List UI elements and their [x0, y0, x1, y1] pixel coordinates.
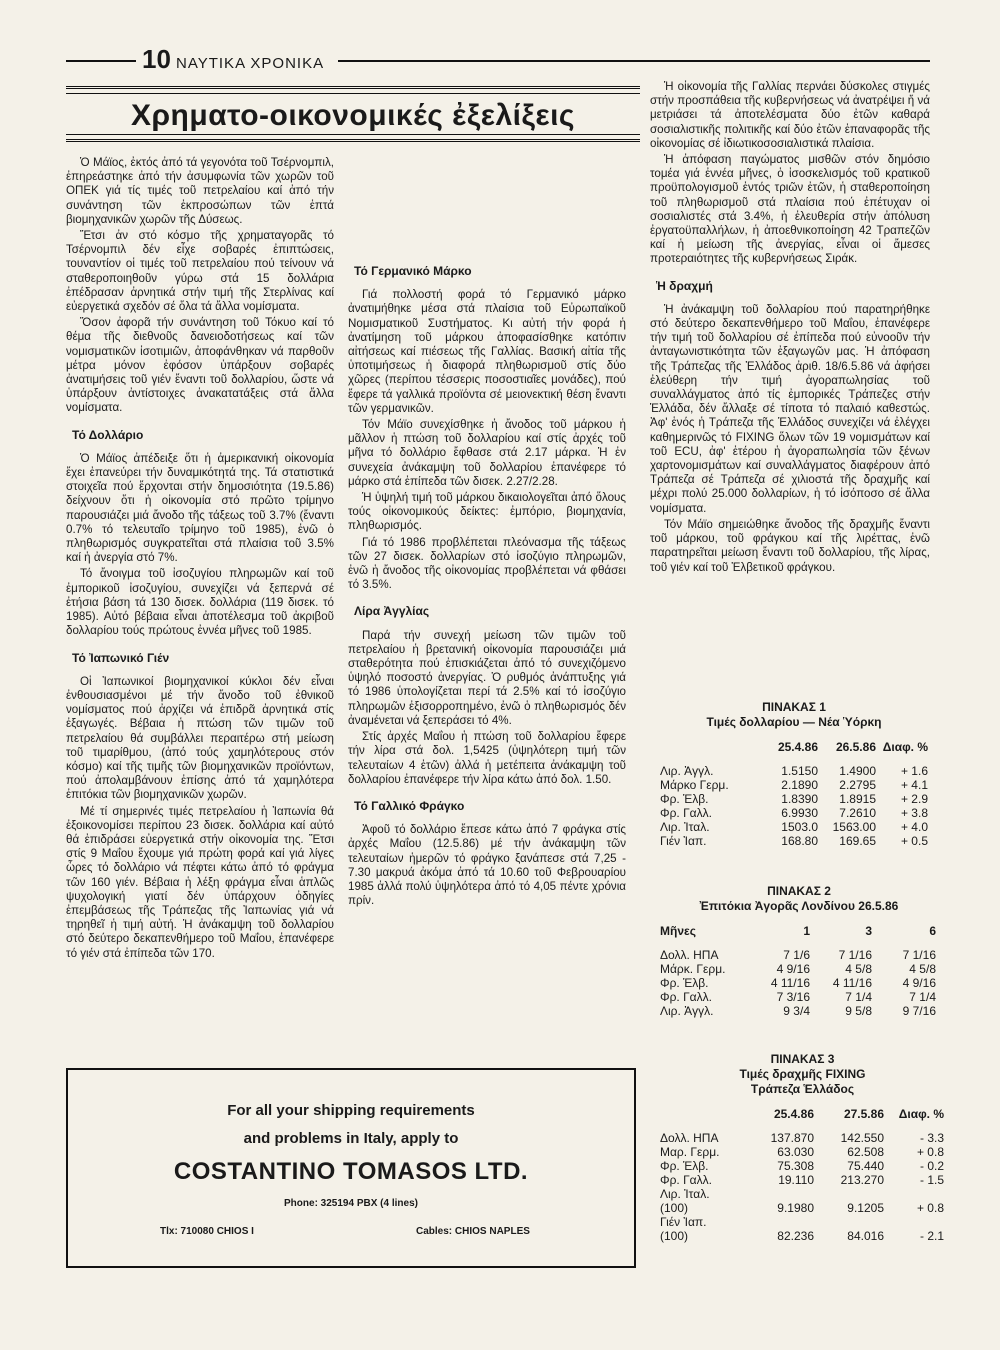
table-cell: + 1.6: [900, 764, 928, 778]
table-cell: 62.508: [847, 1145, 884, 1159]
ad-phone: Phone: 325194 PBX (4 lines): [284, 1198, 418, 1209]
article-title-box: [66, 86, 640, 142]
table-row: [660, 962, 936, 976]
table-cell: 7 1/6: [783, 948, 810, 962]
table-cell: Λιρ. Ἰταλ.: [660, 1187, 710, 1201]
table-cell: 2.2795: [839, 778, 876, 792]
table-cell: (100): [660, 1201, 689, 1215]
table-header-cell: 6: [929, 924, 936, 938]
ad-cables: Cables: CHIOS NAPLES: [416, 1226, 530, 1237]
table-cell: Φρ. Γαλλ.: [660, 990, 712, 1004]
table-cell: 4 5/8: [845, 962, 872, 976]
table-cell: 137.870: [770, 1131, 814, 1145]
table-cell: Γιέν Ἰαπ.: [660, 1215, 707, 1229]
table-cell: Μάρκ. Γερμ.: [660, 962, 726, 976]
table-1: [660, 700, 928, 848]
advertisement-box: [66, 1068, 636, 1268]
table-cell: + 0.8: [916, 1145, 944, 1159]
table-cell: Δολλ. ΗΠΑ: [660, 948, 719, 962]
table-cell: Φρ. Γαλλ.: [660, 806, 712, 820]
table-cell: Μάρκο Γερμ.: [660, 778, 729, 792]
table-1-subtitle: Τιμές δολλαρίου — Νέα Ὑόρκη: [706, 715, 882, 729]
table-cell: 7 1/4: [909, 990, 936, 1004]
table-cell: [814, 1215, 884, 1229]
table-cell: Λιρ. Ἀγγλ.: [660, 1004, 714, 1018]
table-cell: Γιέν Ἰαπ.: [660, 834, 707, 848]
table-cell: 9 7/16: [902, 1004, 936, 1018]
table-row: [660, 1173, 944, 1187]
table-cell: - 2.1: [919, 1229, 944, 1243]
table-row: [660, 1229, 944, 1243]
table-cell: 75.440: [847, 1159, 884, 1173]
paragraph: Ὁ Μάϊος, ἐκτός ἀπό τά γεγονότα τοῦ Τσέρνομπιλ, ἐπηρεάστηκε ἀπό τήν ἀσυμφωνία τῶν χωρῶν τοῦ ΟΠΕΚ γιά τίς τιμές τοῦ πετρελαίου καί ἀπό τήν συνάντηση τῶν ἐκπροσώπων τῶν ἑπτά βιομηχανικῶν χωρῶν τῆς Δύσεως.: [66, 156, 334, 226]
table-cell: 84.016: [847, 1229, 884, 1243]
table-header-cell: Μῆνες: [660, 924, 696, 938]
table-row: [660, 1187, 944, 1201]
table-cell: - 1.5: [919, 1173, 944, 1187]
table-cell: 82.236: [777, 1229, 814, 1243]
table-cell: 169.65: [839, 834, 876, 848]
table-header-cell: 25.4.86: [777, 740, 818, 754]
page-number: 10: [142, 44, 171, 74]
table-cell: 1.5150: [781, 764, 818, 778]
table-cell: 213.270: [840, 1173, 884, 1187]
column-3: [650, 80, 930, 577]
paragraph: Μέ τί σημερινές τιμές πετρελαίου ἡ Ἰαπωνία θά ἐξοικονομίσει περίπου 23 δισεκ. δολλάρια καί αὐτό θά ἐπιδράσει εὐεργετικά στήν οἰκονομία της. Ἔτσι στίς 9 Μαΐου ἔχουμε γιά πρώτη φορά καί γιά λίγες ὧρες τό δολλάριο νά πέφτει κάτω ἀπό τό φράγμα τῶν 160 γιέν. Βέβαια ἡ λέξη φράγμα εἶναι ἁπλῶς ψυχολογική γιατί δέν ὑπάρχουν ὀδηγίες ἐπεμβάσεως τῆς Τράπεζας τῆς Ἰαπωνίας γιά νά τηρηθεῖ ἡ τιμή αὐτή. Ἡ ἀνάκαμψη τοῦ δολλαρίου στό δεύτερο δεκαπενθήμερο τοῦ Μαΐου, ἐπανέφερε τό γιέν στά ἐπίπεδα τῶν 170.: [66, 804, 334, 960]
table-cell: 4 5/8: [909, 962, 936, 976]
paragraph: Στίς ἀρχές Μαΐου ἡ πτώση τοῦ δολλαρίου ἔφερε τήν λίρα στά δολ. 1,5425 (ὑψηλότερη τιμή τῶν τελευταίων 4 ἐτῶν) ἀλλά ἡ μετέπειτα ἀνάκαμψη τοῦ δολλαρίου ἐπανέφερε τήν λίρα κάτω ἀπό δολ. 1.50.: [348, 730, 626, 786]
table-cell: Λιρ. Ἰταλ.: [660, 820, 710, 834]
table-row: [660, 764, 928, 778]
table-cell: 1.8390: [781, 792, 818, 806]
section-heading-franc: Τό Γαλλικό Φράγκο: [354, 798, 465, 813]
table-1-grid: [660, 740, 928, 848]
paragraph: Ἡ ἀπόφαση παγώματος μισθῶν στόν δημόσιο τομέα γιά ἐννέα μῆνες, ὁ ἰσοσκελισμός τοῦ κρατικοῦ προϋπολογισμοῦ ἐντός τριῶν ἐτῶν, ἡ σταθεροποίηση τοῦ πληθωρισμοῦ στά πλαίσια πού ἐπέτυχαν οἱ σοσιαλιστές στά 3.4%, ἡ ἐλευθερία στήν ἀπόλυση ἐργατοϋπαλλήλων, ἡ ἀποεθνικοποίηση 42 Τραπεζῶν καί ἡ μείωση τῆς ἀνεργίας, εἶναι οἱ ἄμεσες προτεραιότητες τῆς κυβερνήσεως Σιράκ.: [650, 153, 930, 266]
table-header-cell: Διαφ. %: [898, 1107, 944, 1121]
table-3-subtitle-bank: Τράπεζα Ἑλλάδος: [750, 1082, 855, 1096]
table-header-row: [660, 740, 928, 764]
table-cell: [884, 1215, 944, 1229]
paragraph: Παρά τήν συνεχή μείωση τῶν τιμῶν τοῦ πετρελαίου ἡ βρετανική οἰκονομία παρουσιάζει μιά σταθερότητα πού ἐπισκιάζεται ἀπό τό συνεχιζόμενο ὑψηλό ποσοστό ἀνεργίας. Ὁ ρυθμός ἀνάπτυξης γιά τό 1986 ὑπολογίζεται περί τά 2.5% καί τό ἰσοζύγιο πληρωμῶν ἐξισορροπημένο, ἐνῶ ὁ πληθωρισμός δέν ἀναμένεται νά ξεπεράσει τό 4%.: [348, 628, 626, 727]
table-header-cell: 3: [865, 924, 872, 938]
column-2: [348, 156, 626, 910]
table-3-subtitle: Τιμές δραχμῆς FIXING: [739, 1067, 866, 1081]
paragraph: Ἡ οἰκονομία τῆς Γαλλίας περνάει δύσκολες στιγμές στήν προσπάθεια τῆς κυβερνήσεως νά ἀνατρέψει ἤ νά μετριάσει τά ἀποτελέσματα δύο ἐτῶν καθαρά σοσιαλιστικῆς πολιτικῆς καί δύο ἐτῶν ἐπαναφορᾶς τῆς οἰκονομίας σέ ἰδιωτικοσοσιαλιστικά πλαίσια.: [650, 80, 930, 150]
table-cell: 4 11/16: [770, 976, 810, 990]
table-cell: (100): [660, 1229, 689, 1243]
paragraph: Τόν Μάϊο συνεχίσθηκε ἡ ἄνοδος τοῦ μάρκου ἡ μᾶλλον ἡ πτώση τοῦ δολλαρίου καί στίς ἀρχές τοῦ μῆνα τό δολλάριο ἔφθασε στά 2.17 μάρκα. Ἡ ἐν συνεχεία ἀνάκαμψη τοῦ δολλαρίου ἐπανέφερε τό μάρκο στά ἐπίπεδα τῶν δισεκ. 2.27/2.28.: [348, 418, 626, 488]
table-cell: 75.308: [777, 1159, 814, 1173]
table-cell: 7 3/16: [776, 990, 810, 1004]
article-title: Χρηματο-οικονομικές ἐξελίξεις: [130, 99, 576, 132]
table-cell: + 3.8: [900, 806, 928, 820]
paragraph: Ἔτσι ἀν στό κόσμο τῆς χρηματαγορᾶς τό Τσέρνομπιλ δέν εἶχε σοβαρές ἐπιπτώσεις, τουναντίον οἱ τιμές τοῦ πετρελαίου πού τείνουν νά σταθεροποιηθοῦν γύρω στά 15 δολλάρια ἐπέδρασαν ἀρνητικά στήν τιμή τῆς Στερλίνας καί εὐεργετικά σχεδόν σέ ὅλα τά ἄλλα νομίσματα.: [66, 229, 334, 314]
table-cell: 7 1/16: [902, 948, 936, 962]
table-row: [660, 1145, 944, 1159]
table-row: [660, 990, 936, 1004]
table-row: [660, 792, 928, 806]
ad-telex: Tlx: 710080 CHIOS I: [160, 1226, 254, 1237]
paragraph: Ὅσον ἀφορᾶ τήν συνάντηση τοῦ Τόκυο καί τό θέμα τῆς διεθνοῦς δανειοδοτήσεως καί τῶν νομισματικῶν ἰσοτιμιῶν, ἀποφάνθηκαν νά παρθοῦν μέτρα μόνον ἐφόσον ὑπάρξουν σοβαρές ἀνατιμήσεις τοῦ γιέν ἔναντι τοῦ δολλαρίου, ὥστε νά ὑπάρξουν ἀντίστοιχες ἀνακατατάξεις στά ἄλλα νομίσματα.: [66, 316, 334, 415]
table-cell: 168.80: [781, 834, 818, 848]
section-heading-pound: Λίρα Ἀγγλίας: [354, 604, 430, 619]
table-cell: 7 1/4: [845, 990, 872, 1004]
table-cell: 7 1/16: [838, 948, 872, 962]
table-header-cell: 26.5.86: [835, 740, 876, 754]
table-row: [660, 820, 928, 834]
ad-company-name: COSTANTINO TOMASOS LTD.: [173, 1158, 529, 1185]
paragraph: Τό ἄνοιγμα τοῦ ἰσοζυγίου πληρωμῶν καί τοῦ ἐμπορικοῦ ἰσοζυγίου, συνεχίζει νά ξεπερνά σέ ἐτήσια βάση τά 130 δισεκ. δολλάρια (119 δισεκ. τό 1985). Αὐτό βέβαια εἶναι ἀποτέλεσμα τοῦ ἀκριβοῦ δολλαρίου τούς πρώτους ἐννέα μῆνες τοῦ 1985.: [66, 567, 334, 638]
table-cell: 9 5/8: [845, 1004, 872, 1018]
section-heading-mark: Τό Γερμανικό Μάρκο: [354, 264, 472, 278]
table-cell: 7.2610: [839, 806, 876, 820]
table-row: [660, 834, 928, 848]
table-cell: + 2.9: [900, 792, 928, 806]
ad-line-2: and problems in Italy, apply to: [243, 1130, 459, 1147]
paragraph: Γιά πολλοστή φορά τό Γερμανικό μάρκο ἀνατιμήθηκε μέσα στά πλαίσια τοῦ Εὐρωπαϊκοῦ Νομισματικοῦ Συστήματος. Κι αὐτή τήν φορά ἡ ἀνατίμηση τοῦ μάρκου ἀποφασίσθηκε κατόπιν αἰτήσεως καί πιέσεως τῆς Γαλλίας. Βασική αἰτία τῆς ὑποτιμήσεως ἡ διαφορά πληθωρισμοῦ στίς δύο χῶρες (περίπου τέσσερις ποσοστιαῖες μονάδες), πού ἔφερε τά γαλλικά προϊόντα σέ μειονεκτική θέση ἔναντι τῶν γερμανικῶν.: [348, 288, 626, 415]
table-1-title: ΠΙΝΑΚΑΣ 1: [762, 700, 826, 714]
section-heading-dollar: Τό Δολλάριο: [72, 427, 144, 442]
table-header-cell: [660, 740, 760, 764]
table-cell: Φρ. Ἑλβ.: [660, 1159, 709, 1173]
paragraph: Ἡ ὑψηλή τιμή τοῦ μάρκου δικαιολογεῖται ἀπό ὅλους τούς οἰκονομικούς δείκτες: ἐμπόριο, βιομηχανία, πληθωρισμός.: [348, 491, 626, 533]
table-cell: 19.110: [778, 1173, 814, 1187]
table-cell: 1.8915: [839, 792, 876, 806]
table-header-cell: Διαφ. %: [882, 740, 928, 754]
table-row: [660, 806, 928, 820]
ad-line-1: For all your shipping requirements: [227, 1102, 475, 1119]
table-row: [660, 1201, 944, 1215]
table-row: [660, 1159, 944, 1173]
table-cell: 1.4900: [839, 764, 876, 778]
table-header-cell: 27.5.86: [843, 1107, 884, 1121]
table-cell: 4 11/16: [832, 976, 872, 990]
table-row: [660, 976, 936, 990]
table-cell: - 0.2: [919, 1159, 944, 1173]
table-2: [660, 884, 938, 1018]
header-rule-right: [338, 60, 930, 62]
paragraph: Τόν Μάϊο σημειώθηκε ἄνοδος τῆς δραχμῆς ἔναντι τοῦ μάρκου, τοῦ φράγκου καί τῆς λιρέττας, ἐνῶ παρατηρεῖται μείωση ἔναντι τοῦ δολλαρίου, τῆς λίρας, τοῦ γιέν καί τοῦ Ἑλβετικοῦ φράγκου.: [650, 517, 930, 574]
table-cell: Φρ. Ἑλβ.: [660, 792, 709, 806]
table-row: [660, 1131, 944, 1145]
column-1: [66, 156, 334, 963]
table-3-title: ΠΙΝΑΚΑΣ 3: [770, 1052, 835, 1066]
table-header-cell: 1: [803, 924, 810, 938]
table-2-title: ΠΙΝΑΚΑΣ 2: [767, 884, 831, 898]
table-header-cell: 25.4.86: [773, 1107, 814, 1121]
table-header-row: [660, 924, 936, 948]
table-cell: - 3.3: [919, 1131, 944, 1145]
table-cell: 6.9930: [781, 806, 818, 820]
table-cell: + 4.1: [900, 778, 928, 792]
paragraph: Οἱ Ἰαπωνικοί βιομηχανικοί κύκλοι δέν εἶναι ἐνθουσιασμένοι μέ τήν ἄνοδο τοῦ ἐθνικοῦ νομίσματος πού ἀρχίζει νά ἐπιδρᾶ ἀρνητικά στίς ἐξαγωγές. Βέβαια ἡ πτώση τῶν τιμῶν τοῦ πετρελαίου θά συμβάλλει περαιτέρω στή μείωση τοῦ τιμαρίθμου, (ἀπό τούς χαμηλότερους στόν κόσμο) καί τῆς τιμῆς τῶν βιομηχανικῶν προϊόντων, πού ἀπολαμβάνουν ἐπίσης ἀπό τά χαμηλότερα ἐπιτόκια τῶν βιομηχανικῶν χωρῶν.: [66, 674, 334, 802]
table-cell: 4 9/16: [902, 976, 936, 990]
table-cell: 1563.00: [832, 820, 876, 834]
paragraph: Ἀφοῦ τό δολλάριο ἔπεσε κάτω ἀπό 7 φράγκα στίς ἀρχές Μαΐου (12.5.86) μέ τήν ἀνάκαμψη τῶν τελευταίων ἡμερῶν τό φράγκο ξανάπεσε στά 7,25 - 7.30 μακρυά ἀκόμα ἀπό τά 10.60 τοῦ Φεβρουαρίου 1985 ἀλλά πολύ ὑψηλότερα ἀπό τό 4,05 πέντε χρόνια πρίν.: [348, 823, 626, 908]
table-cell: 2.1890: [781, 778, 818, 792]
table-cell: 1503.0: [781, 820, 818, 834]
table-row: [660, 1215, 944, 1229]
table-cell: 63.030: [777, 1145, 814, 1159]
table-cell: + 0.8: [916, 1201, 944, 1215]
paragraph: Ἡ ἀνάκαμψη τοῦ δολλαρίου πού παρατηρήθηκε στό δεύτερο δεκαπενθήμερο τοῦ Μαΐου, ἐπανέφερε τήν τιμή τοῦ δολλαρίου σέ ἐπίπεδα πού εὐνοοῦν τήν ἀνταγωνιστικότητα τῶν ἐξαγωγῶν μας. Ἡ ἀπόφαση τῆς Τράπεζας τῆς Ἑλλάδος ἀριθ. 18/6.5.86 νά ἀφήσει ἐλεύθερη τήν τιμή ἀγοραπωλησίας τοῦ συναλλάγματος ἀπό τίς ἐμπορικές Τράπεζες στήν Ἑλλάδα, δέν ἄλλαξε σέ τίποτα τό παλαιό καθεστώς. Ἀφ' ἑνός ἡ Τράπεζα τῆς Ἑλλάδος συνεχίζει νά ἐλέγχει καθημερινῶς τό FIXING ὅλων τῶν 19 νομισμάτων καί τοῦ ECU, ἀφ' ἑτέρου ἡ ἀγοραπωλησία τῶν ξένων χαρτονομισμάτων καί συναλλάγματος διαφέρουν ἀπό Τράπεζα σέ Τράπεζα σέ χιλιοστά τῆς δραχμῆς καί μέχρι πολύ 25.000 δολλαρίων, ἡ τό ἰσόποσο σέ ἄλλα νομίσματα.: [650, 302, 930, 515]
table-2-subtitle: Ἐπιτόκια Ἀγορᾶς Λονδίνου 26.5.86: [699, 899, 899, 913]
table-cell: + 4.0: [900, 820, 928, 834]
table-row: [660, 778, 928, 792]
table-cell: Μαρ. Γερμ.: [660, 1145, 720, 1159]
section-heading-yen: Τό Ἰαπωνικό Γιέν: [72, 650, 170, 665]
table-3: [660, 1052, 945, 1243]
paragraph: Ὁ Μάϊος ἀπέδειξε ὅτι ἡ ἀμερικανική οἰκονομία ἔχει ἐπανεύρει τήν δυναμικότητά της. Τά στατιστικά στοιχεῖα πού ἔρχονται στήν δημοσιότητα (19.5.86) δείχνουν ὅτι ἡ οἰκονομία στό πρῶτο τρίμηνο παρουσιάζει μιά ἄνοδο τῆς τάξεως τοῦ 3.7% (ἔναντι 0.7% τό τελευταῖο τρίμηνο τοῦ 1985), ἐνῶ ὁ πληθωρισμός συγκρατεῖται στά πλαίσια τοῦ 3.5% καί ἡ ἀνεργία στό 7%.: [66, 451, 334, 565]
table-cell: Φρ. Γαλλ.: [660, 1173, 712, 1187]
table-cell: 9 3/4: [783, 1004, 810, 1018]
table-cell: Λιρ. Ἀγγλ.: [660, 764, 714, 778]
table-2-grid: [660, 924, 936, 1018]
table-cell: Φρ. Ἑλβ.: [660, 976, 709, 990]
table-cell: [750, 1187, 814, 1201]
table-cell: 9.1980: [777, 1201, 814, 1215]
table-cell: [884, 1187, 944, 1201]
table-header-row: [660, 1107, 944, 1131]
paragraph: Γιά τό 1986 προβλέπεται πλεόνασμα τῆς τάξεως τῶν 27 δισεκ. δολλαρίων στό ἰσοζύγιο πληρωμῶν, ἐνῶ ἡ ἄνοδος τῆς οἰκονομίας προβλέπεται νά φθάσει τό 3.5%.: [348, 535, 626, 592]
table-row: [660, 1004, 936, 1018]
table-3-grid: [660, 1107, 944, 1243]
table-cell: 4 9/16: [776, 962, 810, 976]
table-cell: [814, 1187, 884, 1201]
table-cell: 142.550: [840, 1131, 884, 1145]
publication-name: ΝΑΥΤΙΚΑ ΧΡΟΝΙΚΑ: [176, 55, 325, 72]
section-heading-drachma: Ἡ δραχμή: [656, 278, 713, 293]
column-2-continuation-space: [348, 156, 626, 252]
table-cell: + 0.5: [900, 834, 928, 848]
table-cell: Δολλ. ΗΠΑ: [660, 1131, 719, 1145]
header-rule-left: [66, 60, 136, 62]
table-cell: 9.1205: [847, 1201, 884, 1215]
table-header-cell: [660, 1107, 750, 1131]
table-cell: [750, 1215, 814, 1229]
table-row: [660, 948, 936, 962]
